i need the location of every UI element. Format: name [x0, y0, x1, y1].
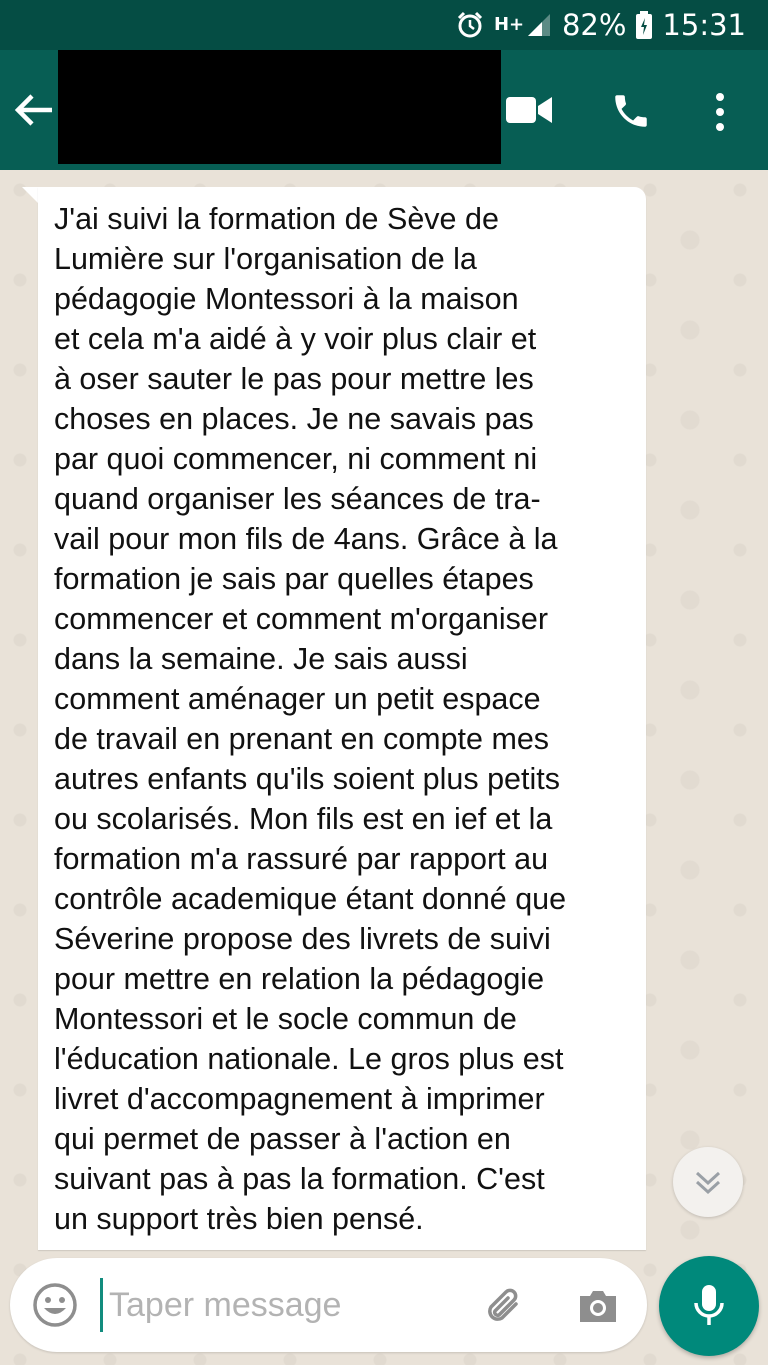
attachment-icon[interactable]	[482, 1284, 526, 1328]
alarm-icon	[456, 11, 484, 39]
video-call-icon[interactable]	[506, 94, 552, 126]
back-arrow-icon[interactable]	[14, 92, 54, 128]
chat-header	[0, 50, 768, 170]
message-composer	[10, 1258, 647, 1352]
battery-percent: 82%	[561, 8, 627, 42]
contact-name-redacted[interactable]	[58, 50, 501, 164]
scroll-to-bottom-button[interactable]	[673, 1147, 743, 1217]
chat-area[interactable]	[0, 170, 768, 1365]
emoji-icon[interactable]	[32, 1282, 78, 1328]
message-bubble[interactable]	[38, 187, 646, 1250]
more-options-icon[interactable]	[710, 92, 730, 132]
clock: 15:31	[662, 8, 746, 42]
camera-icon[interactable]	[576, 1284, 620, 1328]
network-type: H+	[493, 14, 525, 35]
battery-icon	[636, 11, 652, 39]
voice-message-button[interactable]	[659, 1256, 759, 1356]
phone-icon[interactable]	[610, 90, 652, 132]
microphone-icon	[692, 1283, 726, 1329]
status-bar	[0, 0, 768, 50]
signal-icon	[526, 12, 552, 38]
message-text: J'ai suivi la formation de Sève de Lumière sur l'organisation de la pédagogie Montessori à la maison et cela m'a aidé à y voir plus clair et à oser sauter le pas pour mettre les choses en places. Je ne savais pas par quoi commencer, ni comment ni quand organiser les séances de tra- vail pour mon fils de 4ans. Grâce à la formation je sais par quelles étapes commencer et comment m'organiser dans la semaine. Je sais aussi comment aménager un petit espace de travail en prenant en compte mes autres enfants qu'ils soient plus petits ou scolarisés. Mon fils est en ief et la formation m'a rassuré par rapport au contrôle academique étant donné que Séverine propose des livrets de suivi pour mettre en relation la pédagogie Montessori et le socle commun de l'éducation nationale. Le gros plus est livret d'accompagnement à imprimer qui permet de passer à l'action en suivant pas à pas la formation. C'est un support très bien pensé.	[54, 202, 567, 1236]
double-chevron-down-icon	[693, 1167, 723, 1197]
message-input[interactable]	[100, 1278, 460, 1332]
